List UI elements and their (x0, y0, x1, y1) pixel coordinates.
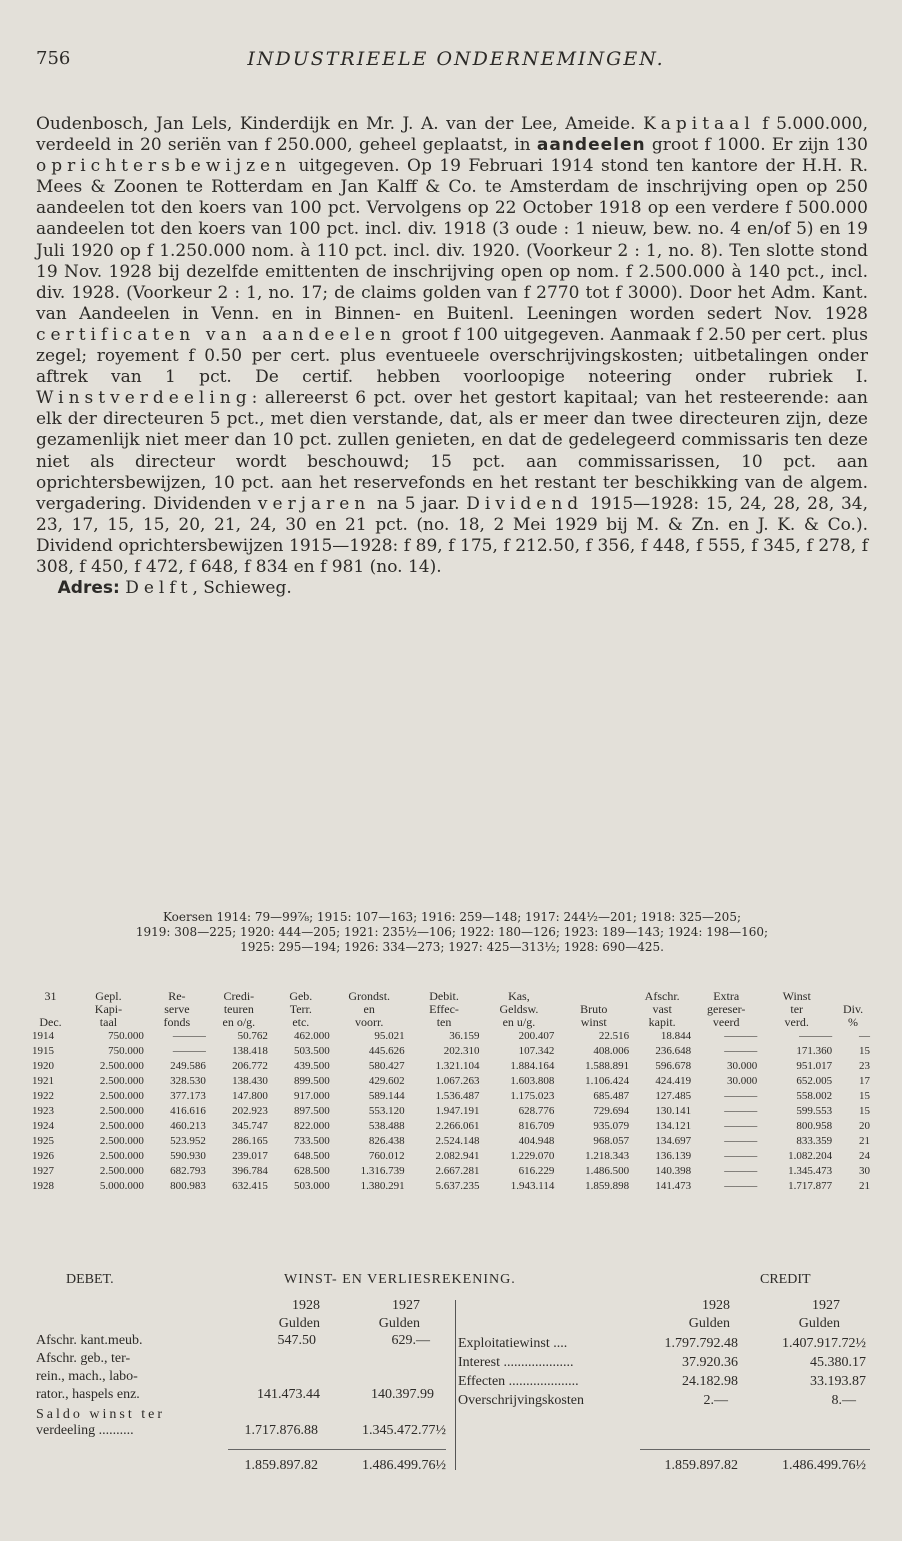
column-header: teuren (223, 1002, 254, 1016)
credit-value: 1.797.792.48 (664, 1336, 738, 1351)
year-cell: 1923 (32, 1105, 54, 1117)
column-header: Kas, (508, 989, 530, 1003)
value-cell: 580.427 (368, 1060, 405, 1072)
value-cell: ——— (172, 1030, 206, 1042)
value-cell: 286.165 (232, 1135, 268, 1147)
value-cell: 538.488 (368, 1120, 405, 1132)
column-header: Gepl. (95, 989, 122, 1003)
text-segment: : allereerst 6 pct. over het gestort kapitaal; van het resteerende: aan elk der directeuren 5 pct., met dien verstande, dat, als er meer dan twee directeuren zijn, deze gezamenlijk niet meer dan 10 pct. zullen genieten, en dat de gedelegeerd commissaris ten deze niet als directeur wordt beschouwd; 15 pct. aan commissarissen, 10 pct. aan oprichtersbewijzen, 10 pct. aan het reservefonds en het restant ter beschikking van de algem. vergadering. Dividenden (36, 388, 868, 514)
value-cell: ——— (172, 1045, 206, 1057)
description-paragraph (36, 114, 868, 578)
column-header: Winst (782, 989, 811, 1003)
column-header: Geldsw. (499, 1002, 539, 1016)
credit-value: 1.407.917.72½ (782, 1336, 866, 1351)
value-cell: 652.005 (796, 1075, 833, 1087)
text-segment: uitgegeven. Op 19 Februari 1914 stond ten kantore der H.H. R. Mees & Zoonen te Rotterdam en Jan Kalff & Co. te Amsterdam de inschrijving open op 250 aandeelen tot den koers van 100 pct. Vervolgens op 22 October 1918 op een verdere f 500.000 aandeelen tot den koers van 100 pct. incl. div. 1918 (3 oude : 1 nieuw, bew. no. 4 en/of 5) en 19 Juli 1920 op f 1.250.000 nom. à 110 pct. incl. div. 1920. (Voorkeur 2 : 1, no. 8). Ten slotte stond 19 Nov. 1928 bij dezelfde emittenten de inschrijving open op nom. f 2.500.000 à 140 pct., incl. div. 1928. (Voorkeur 2 : 1, no. 17; de claims golden van f 2770 tot f 3000). Door het Adm. Kant. van Aandeelen in Venn. en in Binnen- en Buitenl. Leeningen worden sedert Nov. 1928 (36, 156, 868, 324)
value-cell: 1.884.164 (510, 1060, 555, 1072)
column-header: veerd (712, 1015, 740, 1029)
credit-value: 8.— (831, 1393, 856, 1408)
value-cell: 134.697 (655, 1135, 692, 1147)
value-cell: 816.709 (518, 1120, 555, 1132)
value-cell: 826.438 (368, 1135, 405, 1147)
text-segment: 1915—1928: 15, 24, 28, 28, 34, 23, 17, 15, 15, 20, 21, 24, 30 en 21 pct. (no. 18, 2 Mei 1929 bij M. & Zn. en J. K. & Co.). Dividend oprichtersbewijzen 1915—1928: f 89, f 175, f 212.50, f 356, f 448, f 555, f 345, f 278, f 308, f 450, f 472, f 648, f 834 en f 981 (no. 14). (36, 493, 868, 577)
value-cell: 760.012 (368, 1150, 405, 1162)
adres-street: , Schieweg. (192, 578, 292, 599)
value-cell: 800.983 (170, 1180, 206, 1192)
column-header: en (363, 1002, 375, 1016)
table-row (30, 1119, 872, 1134)
column-header: etc. (292, 1015, 310, 1029)
credit-value: 45.380.17 (810, 1355, 866, 1370)
value-cell: 17 (859, 1075, 870, 1087)
value-cell: 147.800 (232, 1090, 268, 1102)
value-cell: 445.626 (368, 1045, 405, 1057)
value-cell: 800.958 (796, 1120, 833, 1132)
value-cell: 30 (859, 1165, 870, 1177)
value-cell: 1.536.487 (435, 1090, 480, 1102)
year-cell: 1920 (32, 1060, 54, 1072)
year-cell: 1928 (32, 1180, 54, 1192)
value-cell: 202.923 (232, 1105, 268, 1117)
value-cell: 2.500.000 (99, 1120, 144, 1132)
adres-city: Delft (125, 578, 193, 599)
certificaten-label: certificaten van aandeelen (36, 324, 396, 345)
value-cell: 1.947.191 (435, 1105, 480, 1117)
value-cell: ——— (724, 1090, 758, 1102)
debet-item-label: rator., haspels enz. (36, 1387, 140, 1402)
value-cell: 140.398 (655, 1165, 692, 1177)
debet-total: 1.859.897.82 (244, 1458, 318, 1473)
value-cell: 1.316.739 (360, 1165, 405, 1177)
year-header: 1927 (812, 1298, 840, 1313)
value-cell: 202.310 (443, 1045, 480, 1057)
debet-value: 1.717.876.88 (244, 1423, 318, 1438)
value-cell: 632.415 (232, 1180, 268, 1192)
column-header: % (848, 1015, 859, 1029)
text-segment: groot f 100 uitgegeven. Aanmaak f 2.50 per cert. plus zegel; royement f 0.50 per cert. plus eventueele overschrijvingskosten; uitbetalingen onder aftrek van 1 pct. De certif. hebben voorloopige noteering onder rubriek I. (36, 324, 868, 388)
value-cell: 1.175.023 (510, 1090, 555, 1102)
value-cell: 523.952 (170, 1135, 206, 1147)
koersen-line: Koersen 1914: 79—99⅞; 1915: 107—163; 1916: 259—148; 1917: 244½—201; 1918: 325—205; (163, 910, 741, 924)
value-cell: 23 (859, 1060, 870, 1072)
value-cell: 503.500 (294, 1045, 330, 1057)
column-divider (455, 1300, 456, 1470)
value-cell: 685.487 (593, 1090, 630, 1102)
value-cell: 1.345.473 (788, 1165, 833, 1177)
column-header: Re- (168, 989, 186, 1003)
value-cell: 36.159 (449, 1030, 480, 1042)
value-cell: 1.229.070 (510, 1150, 555, 1162)
value-cell: 628.500 (294, 1165, 330, 1177)
value-cell: 171.360 (796, 1045, 833, 1057)
text-segment: groot f 1000. Er zijn 130 (645, 135, 868, 156)
column-header: Extra (713, 989, 740, 1003)
value-cell: — (859, 1030, 870, 1042)
value-cell: 408.006 (593, 1045, 630, 1057)
value-cell: ——— (724, 1135, 758, 1147)
value-cell: 206.772 (232, 1060, 268, 1072)
value-cell: 733.500 (294, 1135, 330, 1147)
credit-item-label: Interest .................... (458, 1355, 574, 1370)
unit-header: Gulden (688, 1316, 730, 1331)
value-cell: 21 (859, 1180, 870, 1192)
column-header: gereser- (707, 1002, 746, 1016)
value-cell: 424.419 (655, 1075, 692, 1087)
table-row (30, 1074, 872, 1089)
value-cell: ——— (724, 1105, 758, 1117)
value-cell: 2.500.000 (99, 1105, 144, 1117)
value-cell: 553.120 (368, 1105, 405, 1117)
value-cell: 1.106.424 (585, 1075, 630, 1087)
value-cell: 1.588.891 (585, 1060, 630, 1072)
value-cell: 935.079 (593, 1120, 630, 1132)
year-header: 1927 (392, 1298, 420, 1313)
koersen-line: 1925: 295—194; 1926: 334—273; 1927: 425—313½; 1928: 690—425. (240, 940, 664, 954)
column-header: Afschr. (644, 989, 680, 1003)
debet-heading: DEBET. (66, 1272, 114, 1287)
value-cell: 1.082.204 (788, 1150, 833, 1162)
credit-value: 2.— (703, 1393, 728, 1408)
column-header: serve (164, 1002, 190, 1016)
value-cell: 968.057 (593, 1135, 630, 1147)
adres-label: Adres: (57, 578, 120, 599)
value-cell: 138.430 (232, 1075, 268, 1087)
table-row (30, 1149, 872, 1164)
table-row (30, 1089, 872, 1104)
value-cell: 130.141 (655, 1105, 692, 1117)
financial-statistics-table (30, 990, 872, 1194)
value-cell: 141.473 (655, 1180, 692, 1192)
debet-value: 547.50 (277, 1333, 316, 1348)
column-header: 31 (44, 989, 57, 1003)
column-header: vast (652, 1002, 672, 1016)
oprichtersbewijzen-label: oprichtersbewijzen (36, 156, 292, 177)
value-cell: 127.485 (655, 1090, 692, 1102)
table-row (30, 1134, 872, 1149)
value-cell: 396.784 (232, 1165, 268, 1177)
pl-title: WINST- EN VERLIESREKENING. (284, 1272, 516, 1287)
table-row (30, 1029, 872, 1044)
value-cell: 1.218.343 (585, 1150, 630, 1162)
column-header: Div. (842, 1002, 864, 1016)
debet-item-label: Afschr. kant.meub. (36, 1333, 143, 1348)
value-cell: 1.321.104 (435, 1060, 480, 1072)
value-cell: 951.017 (796, 1060, 833, 1072)
value-cell: ——— (724, 1120, 758, 1132)
value-cell: ——— (724, 1180, 758, 1192)
debet-total: 1.486.499.76½ (362, 1458, 446, 1473)
year-cell: 1921 (32, 1075, 54, 1087)
value-cell: 1.067.263 (435, 1075, 480, 1087)
value-cell: 2.500.000 (99, 1090, 144, 1102)
value-cell: 589.144 (368, 1090, 405, 1102)
value-cell: 2.500.000 (99, 1075, 144, 1087)
value-cell: ——— (799, 1030, 833, 1042)
column-header: Terr. (289, 1002, 312, 1016)
year-cell: 1922 (32, 1090, 54, 1102)
unit-header: Gulden (278, 1316, 320, 1331)
table-row (30, 1104, 872, 1119)
verjaren-label: verjaren (257, 493, 371, 514)
credit-value: 24.182.98 (682, 1374, 738, 1389)
value-cell: 2.500.000 (99, 1150, 144, 1162)
column-header: ten (436, 1015, 452, 1029)
value-cell: 917.000 (294, 1090, 330, 1102)
column-header: Kapi- (94, 1002, 123, 1016)
page-number: 756 (36, 48, 71, 69)
value-cell: 18.844 (660, 1030, 692, 1042)
value-cell: 750.000 (108, 1045, 144, 1057)
year-header: 1928 (292, 1298, 320, 1313)
value-cell: 377.173 (170, 1090, 206, 1102)
unit-header: Gulden (798, 1316, 840, 1331)
value-cell: 15 (859, 1045, 870, 1057)
value-cell: 236.648 (655, 1045, 692, 1057)
value-cell: 5.637.235 (435, 1180, 480, 1192)
year-cell: 1914 (32, 1030, 54, 1042)
column-header: verd. (784, 1015, 809, 1029)
column-header: Effec- (429, 1002, 459, 1016)
value-cell: 328.530 (170, 1075, 206, 1087)
table-row (30, 1059, 872, 1074)
value-cell: 899.500 (294, 1075, 330, 1087)
credit-item-label: Effecten .................... (458, 1374, 579, 1389)
column-header: Credi- (223, 989, 255, 1003)
intro-text: Oudenbosch, Jan Lels, Kinderdijk en Mr. J. A. van der Lee, Ameide. (36, 114, 636, 134)
value-cell: 30.000 (727, 1060, 758, 1072)
value-cell: ——— (724, 1030, 758, 1042)
company-description (36, 114, 868, 599)
value-cell: 503.000 (294, 1180, 330, 1192)
address-line (36, 578, 868, 599)
value-cell: 682.793 (170, 1165, 206, 1177)
credit-value: 33.193.87 (810, 1374, 866, 1389)
column-header: Dec. (39, 1015, 62, 1029)
aandeelen-label: aandeelen (536, 135, 646, 156)
value-cell: 628.776 (518, 1105, 555, 1117)
debet-total-rule (228, 1449, 446, 1450)
column-header: fonds (163, 1015, 191, 1029)
kapitaal-label: Kapitaal (643, 114, 755, 134)
value-cell: 2.500.000 (99, 1135, 144, 1147)
value-cell: 95.021 (374, 1030, 405, 1042)
value-cell: 2.266.061 (435, 1120, 480, 1132)
year-cell: 1915 (32, 1045, 54, 1057)
value-cell: 616.229 (518, 1165, 555, 1177)
value-cell: 15 (859, 1090, 870, 1102)
page-title: INDUSTRIEELE ONDERNEMINGEN. (247, 48, 665, 70)
text-segment: f 5.000.000, verdeeld in 20 seriën van f 250.000, geheel geplaatst, in (36, 114, 869, 156)
year-header: 1928 (702, 1298, 730, 1313)
winstverdeeling-label: Winstverdeeling (36, 388, 252, 409)
value-cell: 439.500 (294, 1060, 330, 1072)
table-header-row (30, 1016, 872, 1029)
column-header: Debit. (429, 989, 459, 1003)
unit-header: Gulden (378, 1316, 420, 1331)
value-cell: 460.213 (170, 1120, 206, 1132)
column-header: Geb. (289, 989, 313, 1003)
value-cell: 833.359 (796, 1135, 833, 1147)
value-cell: ——— (724, 1165, 758, 1177)
year-cell: 1927 (32, 1165, 54, 1177)
value-cell: 1.859.898 (585, 1180, 630, 1192)
debet-value: 141.473.44 (257, 1387, 320, 1402)
debet-value: 629.— (391, 1333, 430, 1348)
debet-value: 140.397.99 (371, 1387, 434, 1402)
value-cell: 15 (859, 1105, 870, 1117)
value-cell: 2.500.000 (99, 1165, 144, 1177)
value-cell: 1.603.808 (510, 1075, 555, 1087)
value-cell: 200.407 (518, 1030, 555, 1042)
debet-value: 1.345.472.77½ (362, 1423, 446, 1438)
credit-heading: CREDIT (760, 1272, 811, 1287)
value-cell: 822.000 (294, 1120, 330, 1132)
year-cell: 1926 (32, 1150, 54, 1162)
value-cell: 2.524.148 (435, 1135, 480, 1147)
debet-item-label: Afschr. geb., ter- (36, 1351, 131, 1366)
value-cell: 729.694 (593, 1105, 630, 1117)
value-cell: 1.717.877 (788, 1180, 833, 1192)
credit-total: 1.486.499.76½ (782, 1458, 866, 1473)
column-header: Grondst. (348, 989, 391, 1003)
value-cell: 345.747 (232, 1120, 268, 1132)
credit-value: 37.920.36 (682, 1355, 738, 1370)
column-header: taal (99, 1015, 118, 1029)
value-cell: 462.000 (294, 1030, 330, 1042)
value-cell: 596.678 (655, 1060, 692, 1072)
debet-item-label: verdeeling .......... (36, 1423, 134, 1438)
year-cell: 1924 (32, 1120, 54, 1132)
table-row (30, 1179, 872, 1194)
value-cell: 136.139 (655, 1150, 692, 1162)
value-cell: 5.000.000 (99, 1180, 144, 1192)
year-cell: 1925 (32, 1135, 54, 1147)
credit-item-label: Exploitatiewinst .... (458, 1336, 568, 1351)
value-cell: 2.082.941 (435, 1150, 480, 1162)
column-header: voorr. (355, 1015, 384, 1029)
column-header: Bruto (580, 1002, 608, 1016)
value-cell: 30.000 (727, 1075, 758, 1087)
debet-item-label: rein., mach., labo- (36, 1369, 138, 1384)
value-cell: 750.000 (108, 1030, 144, 1042)
value-cell: 134.121 (655, 1120, 692, 1132)
value-cell: 239.017 (232, 1150, 268, 1162)
text-segment: na 5 jaar. (370, 493, 467, 514)
table-row (30, 1164, 872, 1179)
value-cell: 897.500 (294, 1105, 330, 1117)
value-cell: 21 (859, 1135, 870, 1147)
column-header: winst (580, 1015, 607, 1029)
value-cell: 599.553 (796, 1105, 833, 1117)
dividend-label: Dividend (466, 493, 584, 514)
koersen-line: 1919: 308—225; 1920: 444—205; 1921: 235½—106; 1922: 180—126; 1923: 189—143; 1924: 198—160; (135, 925, 769, 939)
debet-item-label: Saldo winst ter (36, 1407, 165, 1422)
value-cell: 24 (859, 1150, 870, 1162)
value-cell: 590.930 (170, 1150, 206, 1162)
value-cell: 648.500 (294, 1150, 330, 1162)
credit-total: 1.859.897.82 (664, 1458, 738, 1473)
table-row (30, 1044, 872, 1059)
value-cell: 20 (859, 1120, 870, 1132)
value-cell: 50.762 (237, 1030, 268, 1042)
value-cell: 249.586 (170, 1060, 206, 1072)
value-cell: 1.943.114 (510, 1180, 555, 1192)
value-cell: 429.602 (368, 1075, 405, 1087)
value-cell: 22.516 (598, 1030, 630, 1042)
column-header: en u/g. (502, 1015, 536, 1029)
column-header: en o/g. (222, 1015, 256, 1029)
column-header: ter (790, 1002, 804, 1016)
value-cell: ——— (724, 1045, 758, 1057)
value-cell: 404.948 (518, 1135, 555, 1147)
column-header: kapit. (648, 1015, 676, 1029)
value-cell: 1.380.291 (360, 1180, 405, 1192)
credit-total-rule (640, 1449, 870, 1450)
table-header-row (30, 1003, 872, 1016)
page-header (36, 48, 876, 74)
value-cell: 2.500.000 (99, 1060, 144, 1072)
share-prices (36, 910, 868, 955)
value-cell: 416.616 (170, 1105, 206, 1117)
value-cell: ——— (724, 1150, 758, 1162)
value-cell: 1.486.500 (585, 1165, 630, 1177)
value-cell: 138.418 (232, 1045, 268, 1057)
credit-item-label: Overschrijvingskosten (458, 1393, 584, 1408)
value-cell: 2.667.281 (435, 1165, 480, 1177)
value-cell: 558.002 (796, 1090, 833, 1102)
value-cell: 107.342 (518, 1045, 555, 1057)
